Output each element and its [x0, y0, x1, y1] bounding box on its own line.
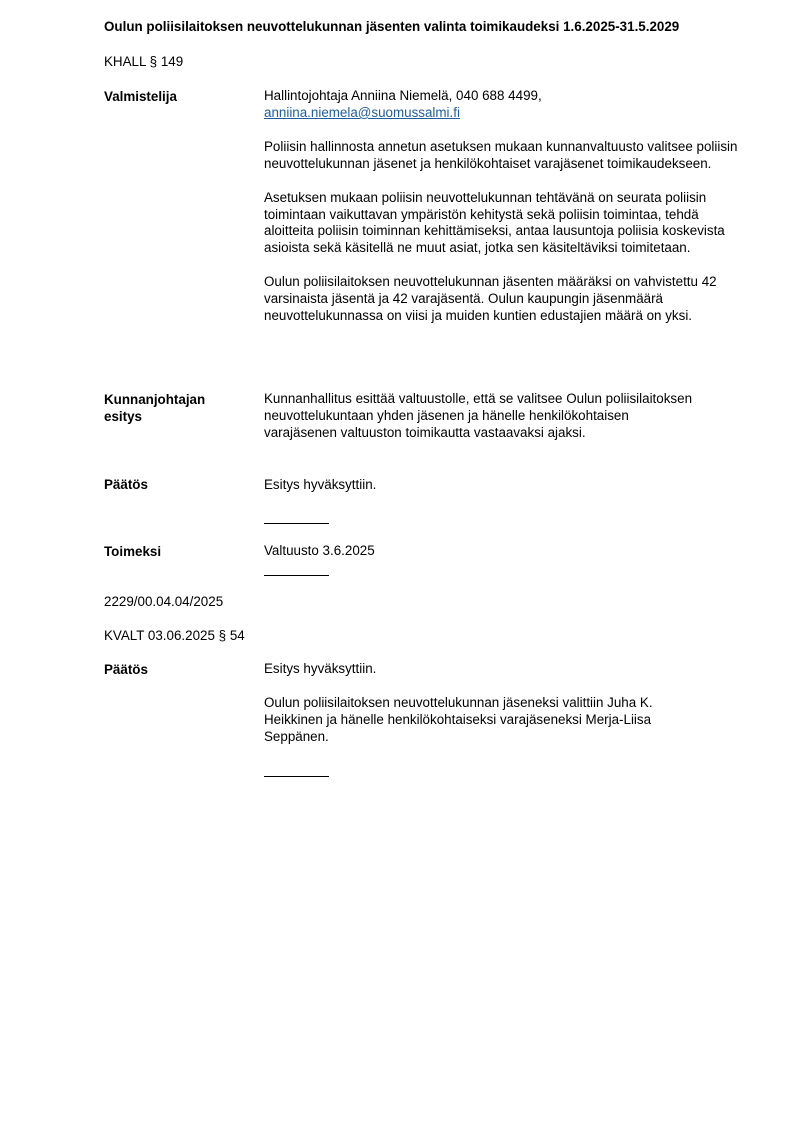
toimeksi-label: Toimeksi — [104, 544, 162, 559]
khall-reference: KHALL § 149 — [104, 54, 184, 69]
valmistelija-label: Valmistelija — [104, 89, 177, 104]
separator-line — [264, 776, 329, 777]
separator-line — [264, 575, 329, 576]
paragraph-legal-basis: Poliisin hallinnosta annetun asetuksen mukaan kunnanvaltuusto valitsee poliisin neuvottelukunnan jäsenet ja henkilökohtaiset varajäsenet toimikaudekseen. — [264, 138, 738, 171]
paatos-text: Esitys hyväksyttiin. — [264, 661, 377, 676]
esitys-text: Kunnanhallitus esittää valtuustolle, että se valitsee Oulun poliisilaitoksen neuvottelukuntaan yhden jäsenen ja hänelle henkilökohtaisen varajäsenen valtuuston toimikautta vastaavaksi ajaksi. — [264, 391, 693, 440]
valmistelija-section — [264, 88, 740, 325]
preparer-email-link[interactable]: anniina.niemela@suomussalmi.fi — [264, 104, 460, 120]
paragraph-member-count: Oulun poliisilaitoksen neuvottelukunnan jäsenten määräksi on vahvistettu 42 varsinaista jäsentä ja 42 varajäsentä. Oulun kaupungin jäsenmäärä neuvottelukunnassa on viisi ja muiden kuntien edustajien määrä on yksi. — [264, 274, 717, 324]
paatos-label: Päätös — [104, 477, 148, 492]
esitys-label — [104, 391, 205, 425]
esitys-label-line1: Kunnanjohtajan — [104, 392, 206, 407]
paatos-text: Esitys hyväksyttiin. — [264, 477, 377, 492]
kvalt-reference: KVALT 03.06.2025 § 54 — [104, 628, 245, 643]
election-result-text: Oulun poliisilaitoksen neuvottelukunnan jäseneksi valittiin Juha K. Heikkinen ja hänelle henkilökohtaiseksi varajäseneksi Merja-Liisa Seppänen. — [264, 694, 653, 744]
separator-line — [264, 523, 329, 524]
document-reference: 2229/00.04.04/2025 — [104, 594, 224, 609]
esitys-label-line2: esitys — [104, 409, 142, 424]
paatos-label: Päätös — [104, 662, 148, 677]
preparer-line: Hallintojohtaja Anniina Niemelä, 040 688 4499, — [264, 88, 542, 103]
document-title: Oulun poliisilaitoksen neuvottelukunnan jäsenten valinta toimikaudeksi 1.6.2025-31.5.2029 — [104, 19, 680, 34]
paatos-valtuusto-section — [264, 661, 714, 746]
paragraph-tasks: Asetuksen mukaan poliisin neuvottelukunnan tehtävänä on seurata poliisin toimintaan vaikuttavan ympäristön kehitystä sekä poliisin toimintaa, tehdä aloitteita poliisin toiminnan kehittämiseksi, antaa lausuntoja poliisia koskevista asioista sekä käsitellä ne muut asiat, jotka sen käsiteltäviksi toimitetaan. — [264, 189, 725, 256]
toimeksi-text: Valtuusto 3.6.2025 — [264, 543, 375, 558]
